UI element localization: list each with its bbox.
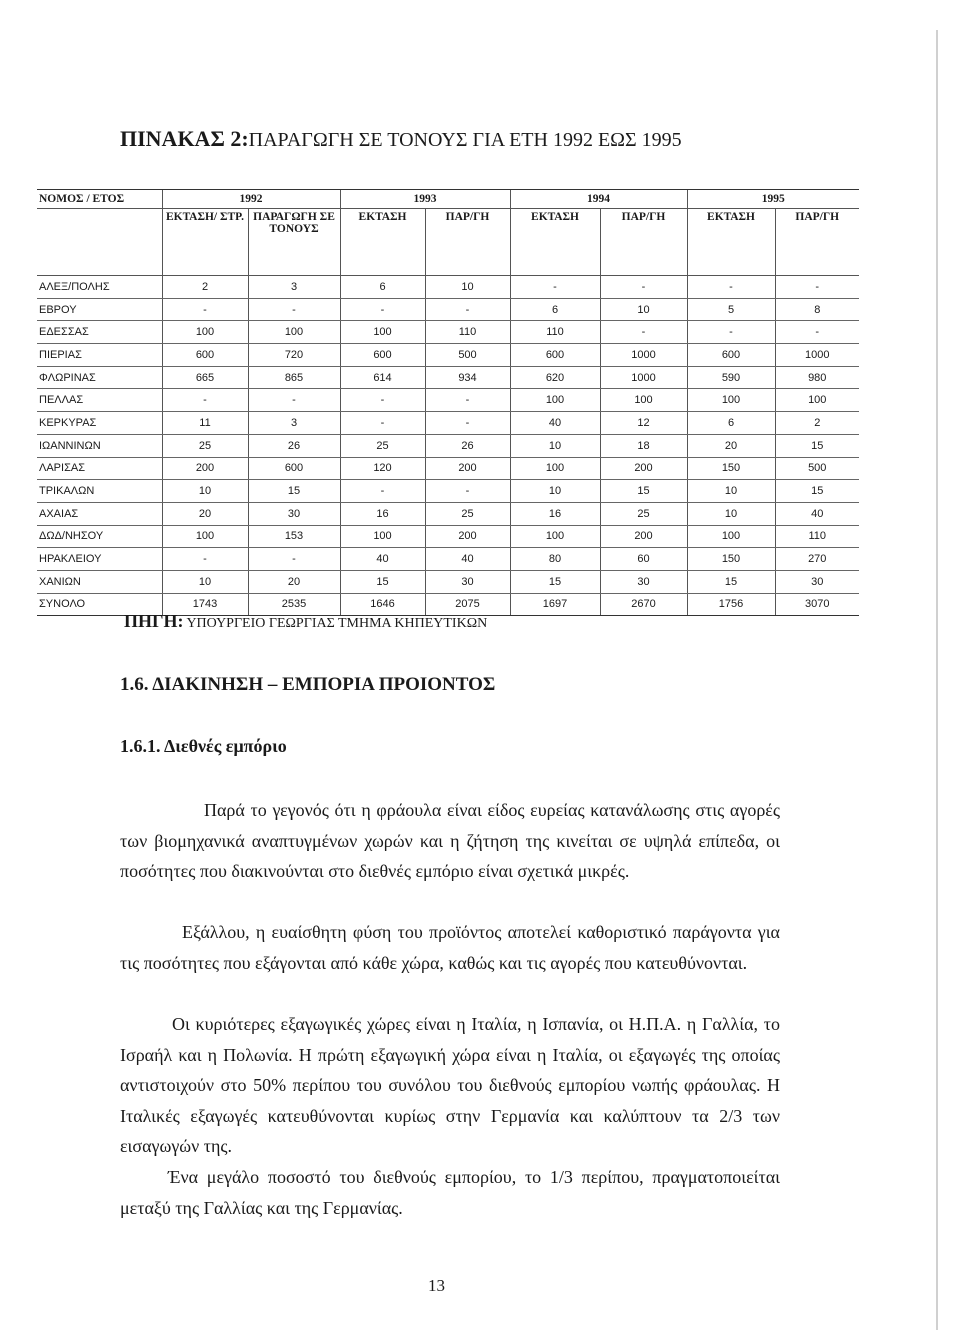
value-cell: 18 <box>600 434 687 457</box>
section-heading: 1.6. ΔΙΑΚΙΝΗΣΗ – ΕΜΠΟΡΙΑ ΠΡΟΙΟΝΤΟΣ <box>120 674 496 695</box>
value-cell: - <box>248 548 340 571</box>
table-title <box>120 126 682 152</box>
value-cell: - <box>425 389 510 412</box>
value-cell: 6 <box>340 276 425 299</box>
value-cell: 10 <box>600 298 687 321</box>
value-cell: 590 <box>687 366 775 389</box>
table-row <box>37 434 859 457</box>
prefecture-cell: ΗΡΑΚΛΕΙΟΥ <box>37 548 162 571</box>
value-cell: 10 <box>687 480 775 503</box>
subheader: ΕΚΤΑΣΗ <box>340 209 425 276</box>
prefecture-cell: ΣΥΝΟΛΟ <box>37 593 162 616</box>
value-cell: 100 <box>510 525 600 548</box>
value-cell: 30 <box>425 570 510 593</box>
value-cell: 60 <box>600 548 687 571</box>
value-cell: - <box>162 389 248 412</box>
value-cell: 3070 <box>775 593 859 616</box>
source-text: ΥΠΟΥΡΓΕΙΟ ΓΕΩΡΓΙΑΣ ΤΜΗΜΑ ΚΗΠΕΥΤΙΚΩΝ <box>186 616 488 631</box>
value-cell: 10 <box>687 502 775 525</box>
value-cell: 934 <box>425 366 510 389</box>
subsection-heading: 1.6.1. Διεθνές εμπόριο <box>120 736 287 756</box>
value-cell: - <box>340 298 425 321</box>
value-cell: 5 <box>687 298 775 321</box>
subheader: ΠΑΡ/ΓΗ <box>600 209 687 276</box>
value-cell: - <box>248 389 340 412</box>
subheader-empty <box>37 209 162 276</box>
value-cell: 1646 <box>340 593 425 616</box>
subheader: ΕΚΤΑΣΗ <box>687 209 775 276</box>
value-cell: 1000 <box>600 366 687 389</box>
subheader: ΕΚΤΑΣΗ <box>510 209 600 276</box>
value-cell: 15 <box>510 570 600 593</box>
paragraph: Οι κυριότερες εξαγωγικές χώρες είναι η Ιταλία, η Ισπανία, οι Η.Π.Α. η Γαλλία, το Ισραήλ και η Πολωνία. Η πρώτη εξαγωγική χώρα είναι η Ιταλία, οι εξαγωγές της οποίας αντιστοιχούν στο 50% περίπου του συνόλου του διεθνούς εμπορίου νωπής φράουλας. Η Ιταλικές εξαγωγές κατευθύνονται κυρίως στην Γερμανία και καλύπτουν τα 2/3 των εισαγωγών της. <box>120 1014 780 1157</box>
value-cell: 500 <box>775 457 859 480</box>
value-cell: - <box>425 412 510 435</box>
value-cell: 15 <box>340 570 425 593</box>
table-row <box>37 548 859 571</box>
value-cell: 80 <box>510 548 600 571</box>
table-row <box>37 344 859 367</box>
prefecture-cell: ΔΩΔ/ΝΗΣΟΥ <box>37 525 162 548</box>
value-cell: 614 <box>340 366 425 389</box>
value-cell: - <box>687 321 775 344</box>
value-cell: 100 <box>687 389 775 412</box>
value-cell: 100 <box>340 525 425 548</box>
value-cell: 1743 <box>162 593 248 616</box>
value-cell: 15 <box>687 570 775 593</box>
year-header: 1995 <box>687 190 859 209</box>
prefecture-cell: ΕΒΡΟΥ <box>37 298 162 321</box>
value-cell: 2535 <box>248 593 340 616</box>
value-cell: 1756 <box>687 593 775 616</box>
prefecture-cell: ΚΕΡΚΥΡΑΣ <box>37 412 162 435</box>
table-title-lead: ΠΙΝΑΚΑΣ 2: <box>120 126 249 151</box>
value-cell: 110 <box>425 321 510 344</box>
value-cell: 100 <box>162 321 248 344</box>
value-cell: 110 <box>510 321 600 344</box>
paragraph: Ένα μεγάλο ποσοστό του διεθνούς εμπορίου, το 1/3 περίπου, πραγματοποιείται μεταξύ της Γαλλίας και της Γερμανίας. <box>120 1167 780 1218</box>
value-cell: - <box>340 412 425 435</box>
table-row <box>37 570 859 593</box>
table-row <box>37 412 859 435</box>
value-cell: 40 <box>775 502 859 525</box>
value-cell: 10 <box>510 434 600 457</box>
value-cell: 270 <box>775 548 859 571</box>
value-cell: 620 <box>510 366 600 389</box>
subheader: ΕΚΤΑΣΗ/ ΣΤΡ. <box>162 209 248 276</box>
paragraph: Εξάλλου, η ευαίσθητη φύση του προϊόντος αποτελεί καθοριστικό παράγοντα για τις ποσότητες που εξάγονται από κάθε χώρα, καθώς και τις αγορές που κατευθύνονται. <box>120 922 780 973</box>
value-cell: 15 <box>775 480 859 503</box>
value-cell: 26 <box>248 434 340 457</box>
value-cell: 100 <box>248 321 340 344</box>
value-cell: 25 <box>162 434 248 457</box>
value-cell: 200 <box>600 525 687 548</box>
prefecture-cell: ΠΙΕΡΙΑΣ <box>37 344 162 367</box>
value-cell: 15 <box>775 434 859 457</box>
table-row <box>37 389 859 412</box>
value-cell: 1000 <box>600 344 687 367</box>
table-title-text: ΠΑΡΑΓΩΓΗ ΣΕ ΤΟΝΟΥΣ ΓΙΑ ΕΤΗ 1992 ΕΩΣ 1995 <box>248 129 682 151</box>
source-note <box>124 611 487 632</box>
table-row <box>37 366 859 389</box>
value-cell: 200 <box>425 457 510 480</box>
value-cell: - <box>600 321 687 344</box>
value-cell: 100 <box>340 321 425 344</box>
value-cell: 40 <box>510 412 600 435</box>
subheader: ΠΑΡΑΓΩΓΗ ΣΕ ΤΟΝΟΥΣ <box>248 209 340 276</box>
value-cell: 600 <box>510 344 600 367</box>
value-cell: 865 <box>248 366 340 389</box>
value-cell: 10 <box>162 570 248 593</box>
value-cell: 8 <box>775 298 859 321</box>
paragraph: Παρά το γεγονός ότι η φράουλα είναι είδος ευρείας κατανάλωσης στις αγορές των βιομηχανικά αναπτυγμένων χωρών και η ζήτηση της κινείται σε υψηλά επίπεδα, οι ποσότητες που διακινούνται στο διεθνές εμπόριο είναι σχετικά μικρές. <box>120 800 780 882</box>
prefecture-cell: ΛΑΡΙΣΑΣ <box>37 457 162 480</box>
value-cell: 30 <box>248 502 340 525</box>
value-cell: 120 <box>340 457 425 480</box>
value-cell: 16 <box>510 502 600 525</box>
value-cell: 3 <box>248 276 340 299</box>
value-cell: 200 <box>600 457 687 480</box>
value-cell: - <box>162 548 248 571</box>
value-cell: 600 <box>248 457 340 480</box>
subheader-row <box>37 209 859 276</box>
value-cell: - <box>775 321 859 344</box>
value-cell: 20 <box>162 502 248 525</box>
value-cell: 100 <box>162 525 248 548</box>
value-cell: 10 <box>425 276 510 299</box>
table-row <box>37 480 859 503</box>
year-header-row <box>37 190 859 209</box>
value-cell: 30 <box>775 570 859 593</box>
value-cell: 6 <box>510 298 600 321</box>
value-cell: - <box>162 298 248 321</box>
value-cell: 11 <box>162 412 248 435</box>
value-cell: 40 <box>425 548 510 571</box>
value-cell: 20 <box>248 570 340 593</box>
value-cell: 3 <box>248 412 340 435</box>
year-header: 1994 <box>510 190 687 209</box>
value-cell: 150 <box>687 548 775 571</box>
prefecture-cell: ΑΛΕΞ/ΠΟΛΗΣ <box>37 276 162 299</box>
value-cell: 25 <box>600 502 687 525</box>
table-row <box>37 298 859 321</box>
value-cell: 600 <box>687 344 775 367</box>
value-cell: - <box>687 276 775 299</box>
production-table <box>37 189 859 616</box>
value-cell: 720 <box>248 344 340 367</box>
value-cell: 665 <box>162 366 248 389</box>
value-cell: 100 <box>775 389 859 412</box>
value-cell: 2670 <box>600 593 687 616</box>
value-cell: 100 <box>510 457 600 480</box>
table-row <box>37 525 859 548</box>
prefecture-cell: ΦΛΩΡΙΝΑΣ <box>37 366 162 389</box>
subheader: ΠΑΡ/ΓΗ <box>425 209 510 276</box>
value-cell: 2 <box>162 276 248 299</box>
prefecture-cell: ΑΧΑΙΑΣ <box>37 502 162 525</box>
value-cell: 100 <box>687 525 775 548</box>
value-cell: - <box>340 480 425 503</box>
value-cell: 980 <box>775 366 859 389</box>
value-cell: 100 <box>510 389 600 412</box>
value-cell: - <box>510 276 600 299</box>
value-cell: 1697 <box>510 593 600 616</box>
value-cell: 15 <box>248 480 340 503</box>
prefecture-cell: ΧΑΝΙΩΝ <box>37 570 162 593</box>
prefecture-cell: ΕΔΕΣΣΑΣ <box>37 321 162 344</box>
value-cell: 6 <box>687 412 775 435</box>
value-cell: 1000 <box>775 344 859 367</box>
value-cell: 30 <box>600 570 687 593</box>
year-header: 1992 <box>162 190 340 209</box>
subheader: ΠΑΡ/ΓΗ <box>775 209 859 276</box>
table-body <box>37 276 859 616</box>
value-cell: 100 <box>600 389 687 412</box>
value-cell: 12 <box>600 412 687 435</box>
value-cell: - <box>775 276 859 299</box>
value-cell: 110 <box>775 525 859 548</box>
value-cell: 200 <box>162 457 248 480</box>
value-cell: 15 <box>600 480 687 503</box>
table-row <box>37 457 859 480</box>
value-cell: 10 <box>162 480 248 503</box>
value-cell: 200 <box>425 525 510 548</box>
page-number: 13 <box>428 1276 445 1295</box>
value-cell: 600 <box>340 344 425 367</box>
page-edge-line <box>936 30 938 1330</box>
value-cell: 16 <box>340 502 425 525</box>
value-cell: 25 <box>425 502 510 525</box>
prefecture-cell: ΠΕΛΛΑΣ <box>37 389 162 412</box>
value-cell: 40 <box>340 548 425 571</box>
corner-header: ΝΟΜΟΣ / ΕΤΟΣ <box>37 190 162 209</box>
value-cell: 10 <box>510 480 600 503</box>
value-cell: - <box>425 480 510 503</box>
source-label: ΠΗΓΗ: <box>124 611 184 631</box>
value-cell: 2075 <box>425 593 510 616</box>
value-cell: 600 <box>162 344 248 367</box>
table-row <box>37 502 859 525</box>
value-cell: 20 <box>687 434 775 457</box>
value-cell: - <box>600 276 687 299</box>
year-header: 1993 <box>340 190 510 209</box>
prefecture-cell: ΤΡΙΚΑΛΩΝ <box>37 480 162 503</box>
value-cell: 150 <box>687 457 775 480</box>
table-row <box>37 276 859 299</box>
value-cell: - <box>340 389 425 412</box>
value-cell: - <box>248 298 340 321</box>
value-cell: - <box>425 298 510 321</box>
prefecture-cell: ΙΩΑΝΝΙΝΩΝ <box>37 434 162 457</box>
value-cell: 25 <box>340 434 425 457</box>
value-cell: 500 <box>425 344 510 367</box>
value-cell: 26 <box>425 434 510 457</box>
value-cell: 153 <box>248 525 340 548</box>
value-cell: 2 <box>775 412 859 435</box>
table-row <box>37 321 859 344</box>
